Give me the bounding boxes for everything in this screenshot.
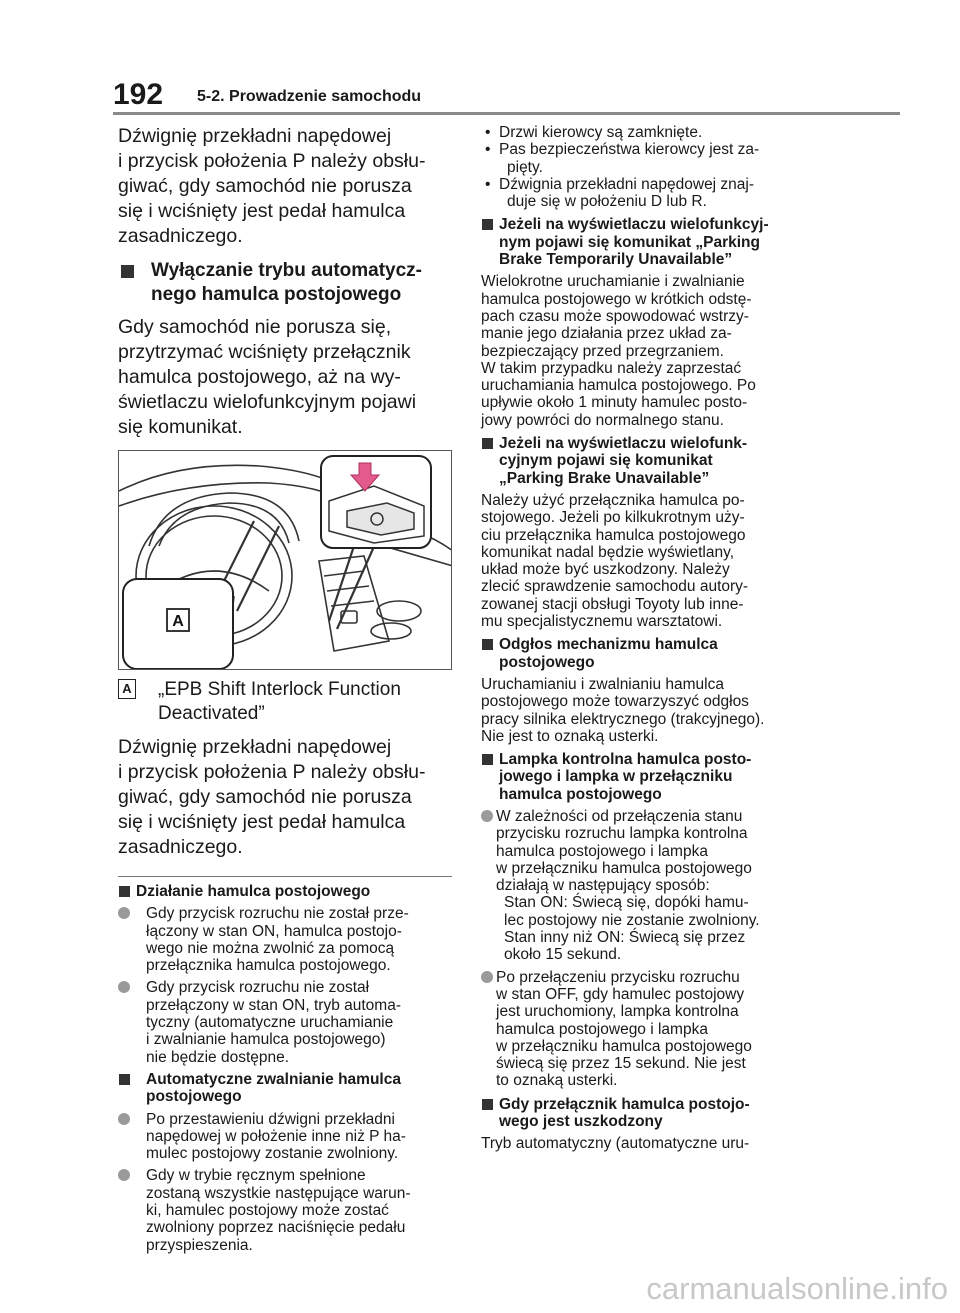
square-bullet-icon	[482, 754, 493, 765]
circle-bullet-icon	[118, 1113, 130, 1125]
square-bullet-icon	[482, 438, 493, 449]
square-bullet-icon	[482, 639, 493, 650]
intro-paragraph: Dźwignię przekładni napędowej i przycisk położenia P należy obsłu- giwać, gdy samochód nie porusza się i wciśnięty jest pedał hamulca zasadniczego.	[118, 125, 426, 247]
bullet-item: Po przełączeniu przycisku rozruchu w stan OFF, gdy hamulec postojowy jest uruchomiony, lampka kontrolna hamulca postojowego i lampka w przełączniku hamulca postojowego świecą się przez 15 sekund. Nie jest to oznaką usterki.	[481, 969, 812, 1090]
square-bullet-icon	[121, 265, 134, 278]
bullet-item: Gdy w trybie ręcznym spełnione zostaną wszystkie następujące warun- ki, hamulec postojowy może zostać zwolniony poprzez naciśnięcie pedału przyspieszenia.	[118, 1167, 454, 1253]
page-number: 192	[113, 78, 164, 111]
circle-bullet-icon	[118, 907, 130, 919]
paragraph: Należy użyć przełącznika hamulca po- stojowego. Jeżeli po kilkukrotnym uży- ciu przełącznika hamulca postojowego komunikat nadal będzie wyświetlany, układ może być uszkodzony. Należy zlecić sprawdzenie samochodu autory- zowanej stacji obsługi Toyoty lub inne- mu specjalistycznemu warsztatowi.	[481, 491, 749, 631]
square-bullet-icon	[119, 886, 130, 897]
heading-mechanism-sound: Odgłos mechanizmu hamulca postojowego	[481, 636, 812, 671]
circle-bullet-icon	[481, 810, 493, 822]
circle-bullet-icon	[118, 981, 130, 993]
square-bullet-icon	[119, 1074, 130, 1085]
paragraph: Uruchamianiu i zwalnianiu hamulca postojowego może towarzyszyć odgłos pracy silnika elektrycznego (trakcyjnego). Nie jest to oznaką usterki.	[481, 675, 765, 745]
figure-caption: A „EPB Shift Interlock Function Deactivated”	[118, 678, 454, 725]
watermark: carmanualsonline.info	[646, 1271, 948, 1306]
heading-disable-auto-mode: Wyłączanie trybu automatycz- nego hamulca postojowego	[118, 259, 454, 307]
bullet-item: Po przestawieniu dźwigni przekładni napędowej w położenie inne niż P ha- mulec postojowy zostanie zwolniony.	[118, 1111, 454, 1163]
dashboard-drawing	[119, 451, 452, 670]
paragraph: Tryb automatyczny (automatyczne uru-	[481, 1135, 750, 1153]
bullet-dot-icon: •	[485, 124, 491, 141]
paragraph: Wielokrotne uruchamianie i zwalnianie hamulca postojowego w krótkich odstę- pach czasu może spowodować wstrzy- manie jego działania przez układ za- bezpieczający przed przegrzaniem. W takim przypadku należy zaprzestać uruchamiania hamulca postojowego. Po upływie około 1 minuty hamulec posto- jowy powróci do normalnego stanu.	[481, 273, 756, 429]
bullet-dot-icon: •	[485, 175, 491, 193]
condition-item: • Pas bezpieczeństwa kierowcy jest za- pięty.	[485, 141, 760, 176]
heading-temporarily-unavailable: Jeżeli na wyświetlaczu wielofunkcyj- nym pojawi się komunikat „Parking Brake Temporarily Unavailable”	[481, 216, 812, 268]
condition-item: • Drzwi kierowcy są zamknięte.	[485, 124, 703, 141]
section-separator	[118, 876, 452, 877]
heading-switch-malfunction: Gdy przełącznik hamulca postojo- wego jest uszkodzony	[481, 1096, 812, 1131]
second-paragraph: Dźwignię przekładni napędowej i przycisk położenia P należy obsłu- giwać, gdy samochód nie porusza się i wciśnięty jest pedał hamulca zasadniczego.	[118, 736, 426, 858]
right-column	[481, 124, 812, 1153]
heading-parking-brake-operation: Działanie hamulca postojowego	[118, 883, 454, 900]
bullet-dot-icon: •	[485, 141, 491, 159]
bullet-item: Gdy przycisk rozruchu nie został prze- łączony w stan ON, hamulca postojo- wego nie można zwolnić za pomocą przełącznika hamulca postojowego.	[118, 905, 454, 974]
square-bullet-icon	[482, 1099, 493, 1110]
dashboard-illustration	[118, 450, 452, 670]
caption-tag-a: A	[118, 679, 136, 699]
section-title: 5-2. Prowadzenie samochodu	[197, 88, 422, 105]
condition-item: • Dźwignia przekładni napędowej znaj- duje się w położeniu D lub R.	[485, 175, 755, 211]
heading-auto-release: Automatyczne zwalnianie hamulca postojowego	[118, 1071, 454, 1106]
heading-unavailable: Jeżeli na wyświetlaczu wielofunk- cyjnym pojawi się komunikat „Parking Brake Unavailable”	[481, 435, 812, 487]
callout-label-a: A	[172, 613, 184, 630]
circle-bullet-icon	[118, 1169, 130, 1181]
bullet-item: W zależności od przełączenia stanu przycisku rozruchu lampka kontrolna hamulca postojowego i lampka w przełączniku hamulca postojowego działają w następujący sposób: Stan ON: Świecą się, dopóki hamu- lec postojowy nie zostanie zwolniony. Stan inny niż ON: Świecą się przez około 15 sekund.	[481, 808, 812, 964]
bullet-item: Gdy przycisk rozruchu nie został przełączony w stan ON, tryb automa- tyczny (automatyczne uruchamianie i zwalnianie hamulca postojowego) nie będzie dostępne.	[118, 979, 454, 1065]
instruction-paragraph: Gdy samochód nie porusza się, przytrzymać wciśnięty przełącznik hamulca postojowego, aż na wy- świetlaczu wielofunkcyjnym pojawi się komunikat.	[118, 316, 417, 438]
circle-bullet-icon	[481, 971, 493, 983]
square-bullet-icon	[482, 219, 493, 230]
left-column	[118, 124, 454, 1254]
header-rule	[113, 112, 900, 115]
heading-indicator-lamp: Lampka kontrolna hamulca posto- jowego i lampka w przełączniku hamulca postojowego	[481, 751, 812, 803]
